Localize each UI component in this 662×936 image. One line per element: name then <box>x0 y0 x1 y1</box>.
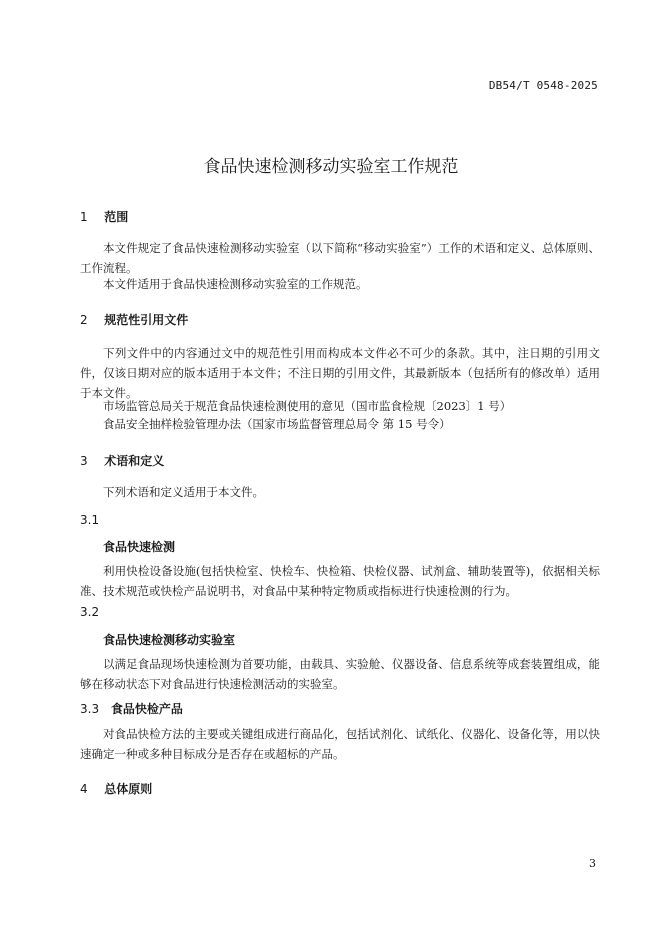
section-1-paragraph-1: 本文件规定了食品快速检测移动实验室（以下简称“移动实验室”）工作的术语和定义、总体原则、工作流程。 <box>80 241 600 275</box>
section-3-heading <box>80 452 164 469</box>
section-2-heading <box>80 311 188 328</box>
section-title: 范围 <box>104 210 129 224</box>
term-3-3-definition: 对食品快检方法的主要或关键组成进行商品化，包括试剂化、试纸化、仪器化、设备化等，用以快速确定一种或多种目标成分是否存在或超标的产品。 <box>80 727 600 761</box>
section-number: 3 <box>80 454 88 468</box>
normative-reference-1: 市场监管总局关于规范食品快速检测使用的意见（国市监食检规〔2023〕1 号） <box>103 399 512 413</box>
term-3-1-title: 食品快速检测 <box>103 540 176 554</box>
section-title: 总体原则 <box>104 782 153 796</box>
term-3-3-heading <box>80 700 183 717</box>
term-number: 3.3 <box>80 702 100 716</box>
section-title: 术语和定义 <box>104 454 165 468</box>
section-2-paragraph-1: 下列文件中的内容通过文中的规范性引用而构成本文件必不可少的条款。其中，注日期的引用文件，仅该日期对应的版本适用于本文件；不注日期的引用文件，其最新版本（包括所有的修改单）适用于本文件。 <box>80 346 600 400</box>
term-3-2-number: 3.2 <box>80 605 100 619</box>
section-4-heading <box>80 780 152 797</box>
section-number: 4 <box>80 782 88 796</box>
section-number: 1 <box>80 210 88 224</box>
term-title: 食品快检产品 <box>110 702 183 716</box>
term-3-1-number: 3.1 <box>80 513 100 527</box>
document-title: 食品快速检测移动实验室工作规范 <box>203 157 459 177</box>
section-title: 规范性引用文件 <box>104 313 189 327</box>
section-3-paragraph-1: 下列术语和定义适用于本文件。 <box>103 485 264 499</box>
normative-reference-2: 食品安全抽样检验管理办法（国家市场监督管理总局令 第 15 号令） <box>103 417 451 431</box>
term-3-1-definition: 利用快检设备设施(包括快检室、快检车、快检箱、快检仪器、试剂盒、辅助装置等)，依据相关标准、技术规范或快检产品说明书，对食品中某种特定物质或指标进行快速检测的行为。 <box>80 564 600 598</box>
term-3-2-title: 食品快速检测移动实验室 <box>103 633 236 647</box>
section-1-heading <box>80 208 128 225</box>
section-number: 2 <box>80 313 88 327</box>
page-number: 3 <box>589 857 596 870</box>
section-1-paragraph-2: 本文件适用于食品快速检测移动实验室的工作规范。 <box>103 277 368 291</box>
document-code: DB54/T 0548-2025 <box>488 79 598 92</box>
term-3-2-definition: 以满足食品现场快速检测为首要功能，由载具、实验舱、仪器设备、信息系统等成套装置组成，能够在移动状态下对食品进行快速检测活动的实验室。 <box>80 657 600 691</box>
